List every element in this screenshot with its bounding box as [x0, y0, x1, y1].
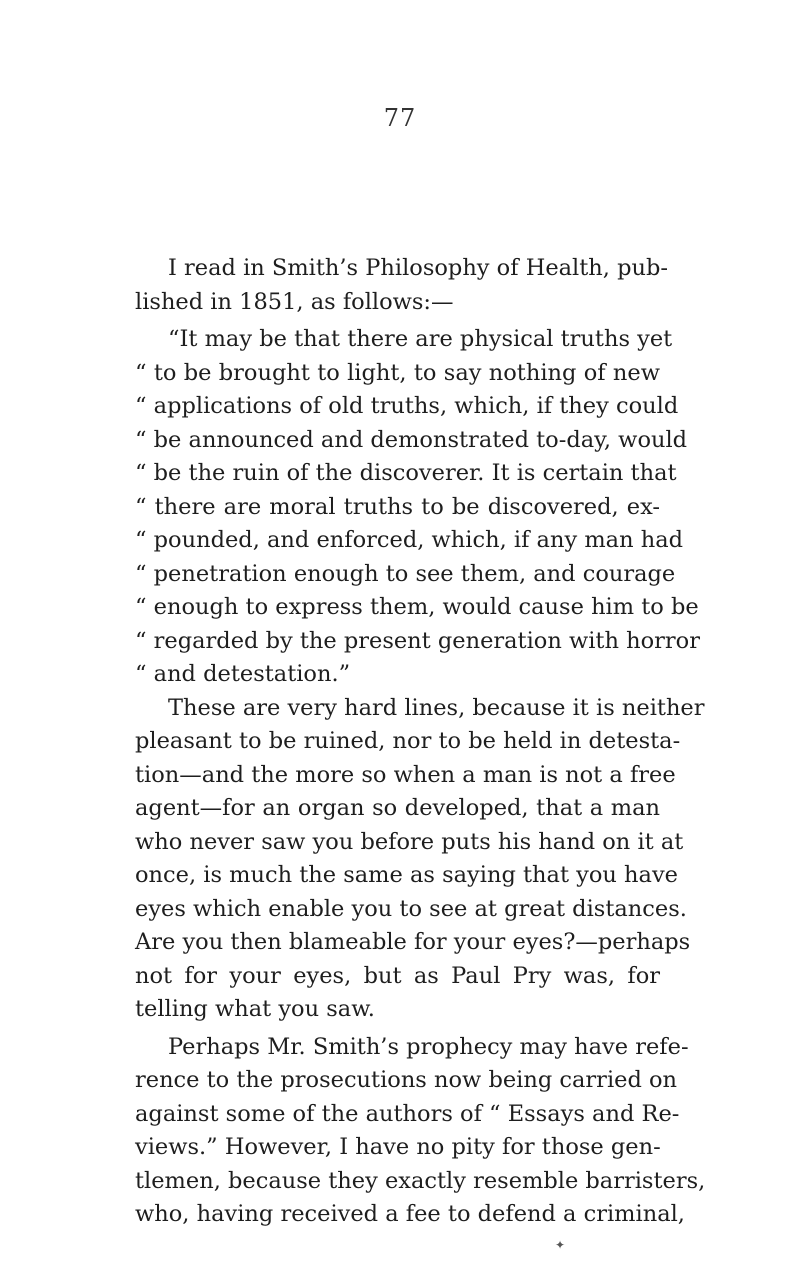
text-line: “ there are moral truths to be discovered, ex- [135, 493, 660, 520]
text-line: eyes which enable you to see at great distances. [135, 895, 687, 922]
text-line: “ pounded, and enforced, which, if any man had [135, 527, 684, 553]
text-line: “ to be brought to light, to say nothing of new [135, 359, 660, 386]
text-line: Perhaps Mr. Smith’s prophecy may have refe- [168, 1033, 689, 1060]
paragraph-prophecy [135, 1031, 706, 1232]
paragraph-intro [135, 252, 668, 319]
body-text [135, 252, 706, 1232]
text-line: who, having received a fee to defend a criminal, [135, 1201, 685, 1227]
text-line: “ regarded by the present generation with horror [135, 627, 700, 654]
text-line: Are you then blameable for your eyes?—perhaps [135, 929, 691, 955]
ornament-icon: ✦ [555, 1238, 566, 1252]
text-line: not for your eyes, but as Paul Pry was, for [135, 962, 660, 989]
text-line: tion—and the more so when a man is not a free [135, 761, 676, 788]
text-line: agent—for an organ so developed, that a man [135, 795, 660, 821]
paragraph-commentary [135, 692, 705, 1027]
text-line: “ applications of old truths, which, if they could [135, 393, 679, 419]
text-line: views.” However, I have no pity for those gen- [135, 1134, 661, 1160]
text-line: telling what you saw. [135, 996, 375, 1022]
text-line: These are very hard lines, because it is neither [168, 694, 705, 721]
text-line: rence to the prosecutions now being carried on [135, 1067, 678, 1093]
text-line: “ enough to express them, would cause him to be [135, 594, 699, 620]
text-line: tlemen, because they exactly resemble barristers, [135, 1167, 706, 1194]
paragraph-quotation [135, 323, 700, 692]
text-line: lished in 1851, as follows:— [135, 288, 454, 315]
text-line: pleasant to be ruined, nor to be held in detesta- [135, 728, 681, 754]
text-line: “ penetration enough to see them, and courage [135, 560, 676, 587]
text-line: who never saw you before puts his hand on it at [135, 828, 684, 855]
text-line: against some of the authors of “ Essays and Re- [135, 1100, 680, 1127]
text-line: “It may be that there are physical truths yet [168, 326, 673, 352]
text-line: “ be announced and demonstrated to-day, would [135, 426, 688, 453]
text-line: “ and detestation.” [135, 661, 351, 687]
text-line: I read in Smith’s Philosophy of Health, pub- [168, 255, 668, 281]
text-line: “ be the ruin of the discoverer. It is certain that [135, 460, 677, 486]
page-number: 77 [383, 104, 417, 132]
text-line: once, is much the same as saying that you have [135, 862, 678, 888]
